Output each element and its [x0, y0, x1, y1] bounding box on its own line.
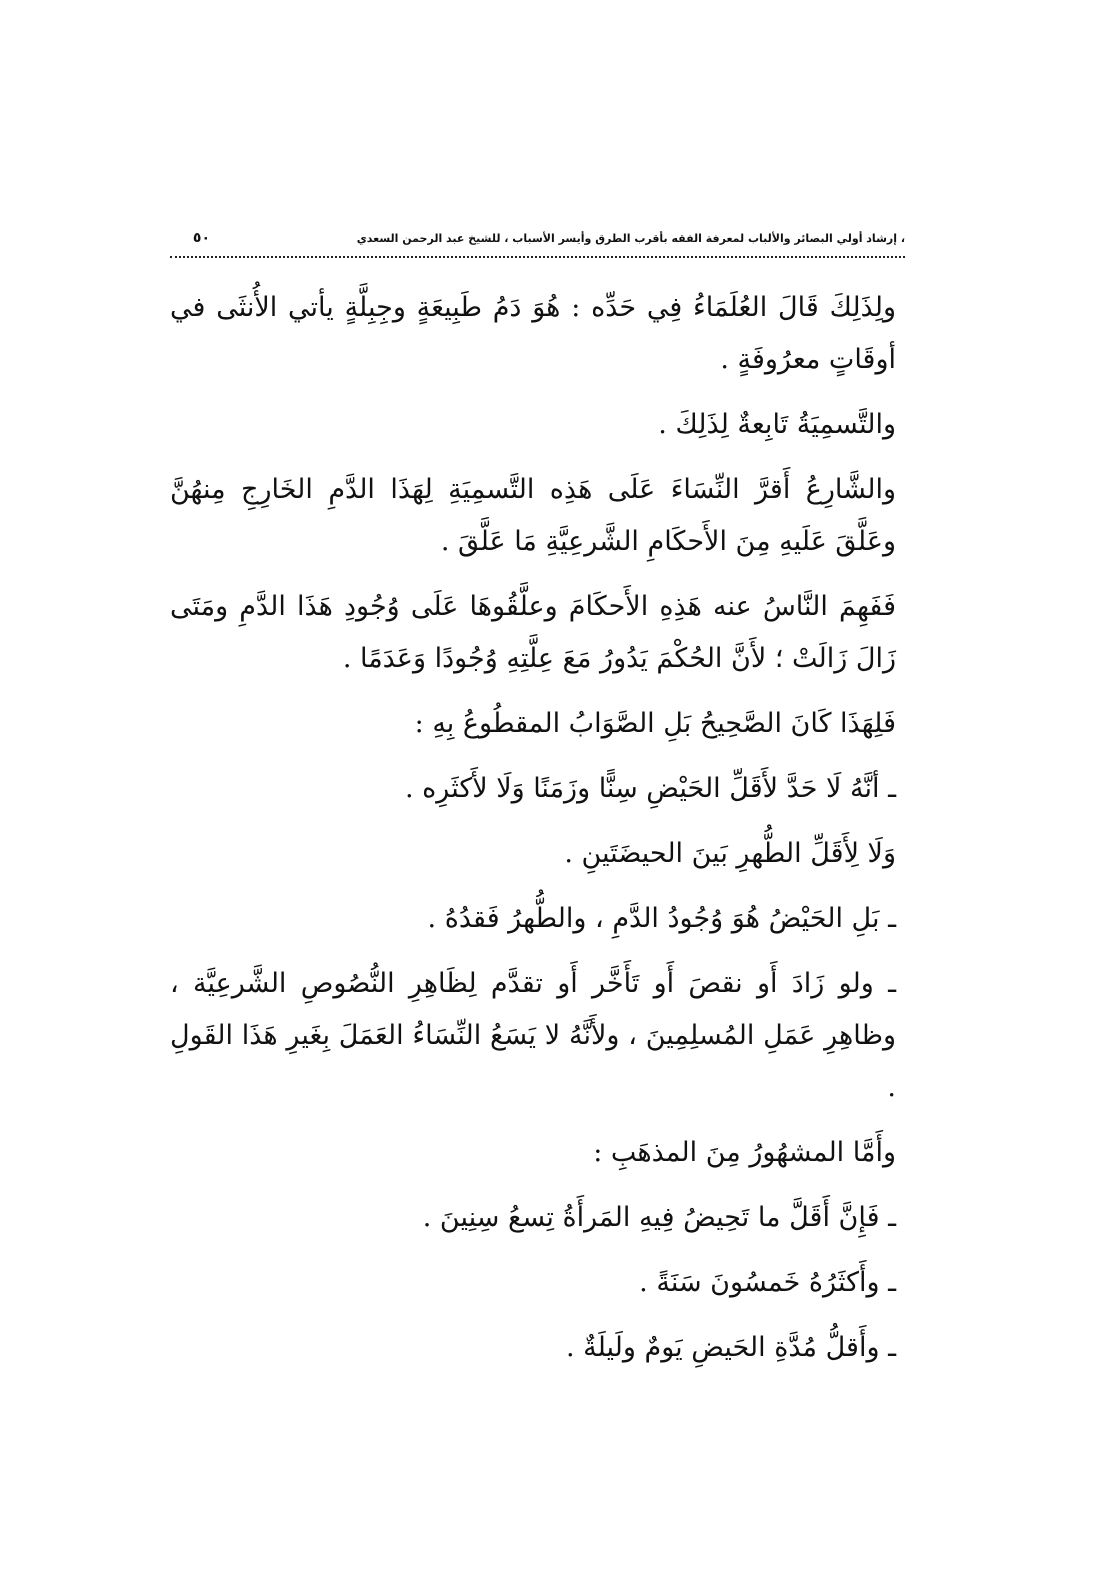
- list-item-variation: ـ ولو زَادَ أَو نقصَ أَو تَأَخَّر أَو تقدَّم لِظَاهِرِ النُّصُوصِ الشَّرعِيَّة ، وظاهِرِ عَمَلِ المُسلِمِينَ ، ولأَنَّهُ لا يَسَعُ النِّسَاءُ العَمَلَ بِغَيرِ هَذَا القَولِ .: [170, 968, 896, 1103]
- paragraph-lawgiver: والشَّارِعُ أَقرَّ النِّسَاءَ عَلَى هَذِه التَّسمِيَةِ لِهَذَا الدَّمِ الخَارِجِ مِنهُنَّ وعَلَّقَ عَلَيهِ مِنَ الأَحكَامِ الشَّرعِيَّةِ مَا عَلَّقَ .: [170, 474, 896, 557]
- page-number: ٥٠: [192, 230, 210, 246]
- paragraph-understanding: فَفَهِمَ النَّاسُ عنه هَذِهِ الأَحكَامَ وعلَّقُوهَا عَلَى وُجُودِ هَذَا الدَّمِ ومَتَى زَالَ زَالَتْ ؛ لأَنَّ الحُكْمَ يَدُورُ مَعَ عِلَّتِهِ وُجُودًا وَعَدَمًا .: [170, 591, 896, 674]
- paragraph-madhhab: وأَمَّا المشهُورُ مِنَ المذهَبِ :: [593, 1137, 896, 1168]
- paragraph-definition: ولِذَلِكَ قَالَ العُلَمَاءُ فِي حَدِّه : هُوَ دَمُ طَبِيعَةٍ وجِبِلَّةٍ يأتي الأُنثَى في أوقَاتٍ معرُوفَةٍ .: [170, 292, 896, 375]
- running-header: [170, 228, 905, 256]
- list-item-no-limit: ـ أنَّهُ لَا حَدَّ لأَقَلِّ الحَيْضِ سِنًّا وزَمَنًا وَلَا لأَكثَرِه .: [405, 773, 896, 804]
- list-item-existence: ـ بَلِ الحَيْضُ هُوَ وُجُودُ الدَّمِ ، والطُّهرُ فَقدُهُ .: [427, 903, 896, 934]
- header-dotted-rule: [170, 256, 905, 258]
- list-item-min-duration: ـ وأَقلُّ مُدَّةِ الحَيضِ يَومٌ ولَيلَةٌ .: [565, 1332, 896, 1363]
- list-item-max-age: ـ وأَكثَرُهُ خَمسُونَ سَنَةً .: [639, 1267, 896, 1298]
- list-item-purity: وَلَا لِأَقَلِّ الطُّهرِ بَينَ الحيضَتَينِ .: [564, 838, 896, 869]
- paragraph-correct-view: فَلِهَذَا كَانَ الصَّحِيحُ بَلِ الصَّوَابُ المقطُوعُ بِهِ :: [414, 708, 896, 739]
- paragraph-naming: والتَّسمِيَةُ تَابِعةٌ لِذَلِكَ .: [658, 409, 896, 440]
- page-body: [170, 282, 896, 1387]
- running-header-title: ، إرشاد أولي البصائر والألباب لمعرفة الفقه بأقرب الطرق وأيسر الأسباب ، للشيخ عبد الرحمن السعدي: [356, 232, 905, 245]
- list-item-min-age: ـ فَإِنَّ أَقَلَّ ما تَحِيضُ فِيهِ المَرأَةُ تِسعُ سِنِينَ .: [422, 1202, 896, 1233]
